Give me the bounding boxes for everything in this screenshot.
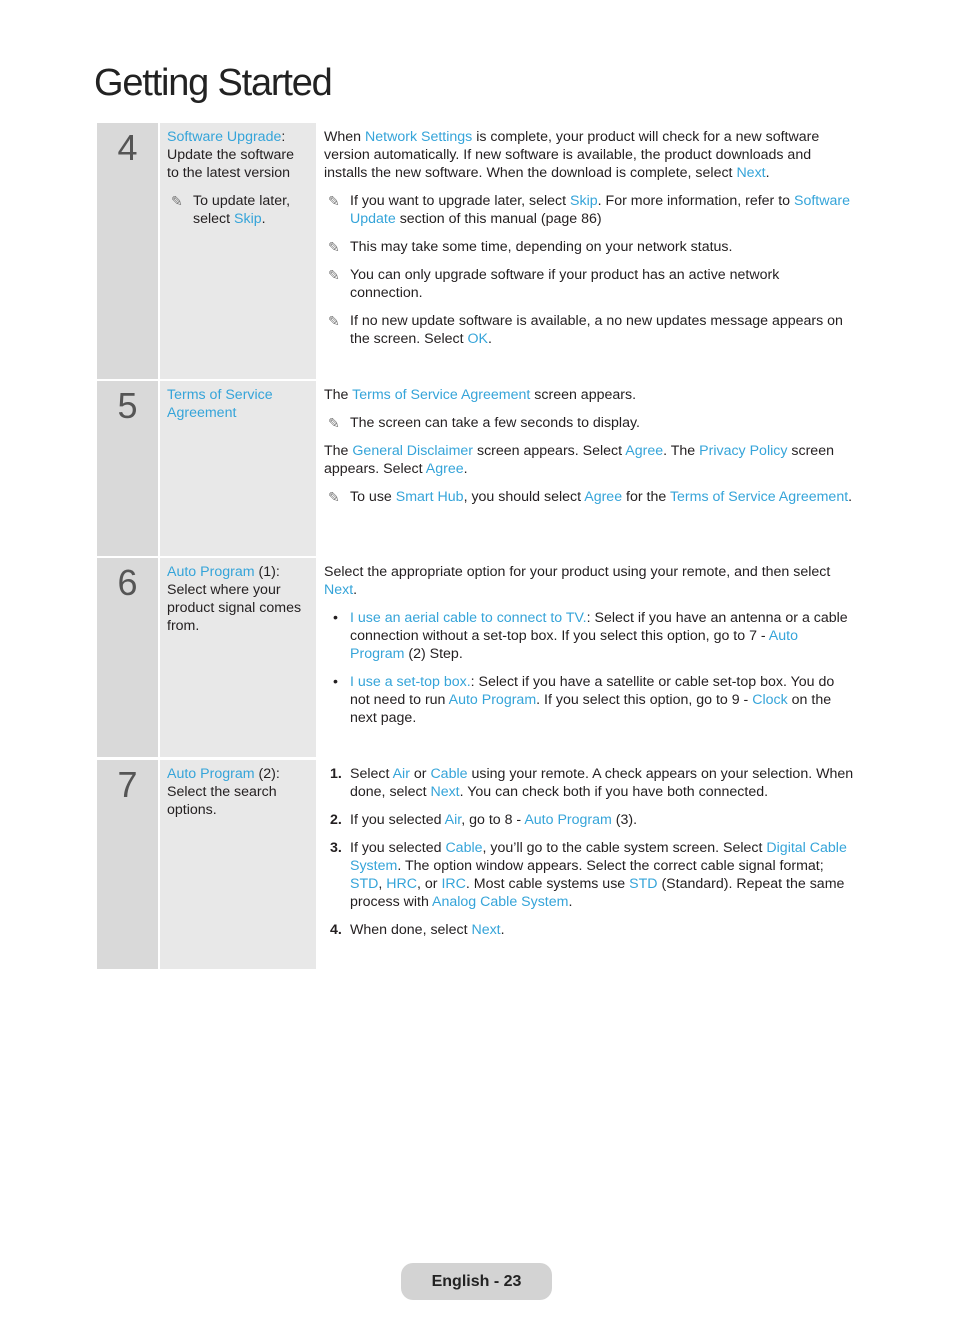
bullet-icon: • xyxy=(333,610,338,626)
note: ✎ If no new update software is available, a no new updates message appears on the screen. Select OK. xyxy=(328,313,843,347)
pencil-note-icon: ✎ xyxy=(328,193,340,209)
step-description: Update the software to the latest version xyxy=(167,147,294,181)
list-item: • I use an aerial cable to connect to TV.: Select if you have an antenna or a cable connection without a set-top box. If you select this option, go to 7 - Auto Program (2) Step. xyxy=(333,610,848,662)
pencil-note-icon: ✎ xyxy=(328,489,340,505)
note: ✎ To use Smart Hub, you should select Agree for the Terms of Service Agreement. xyxy=(328,489,853,505)
menu-link-software-update[interactable]: Software Update xyxy=(350,193,850,227)
pencil-note-icon: ✎ xyxy=(328,239,340,255)
step-row-6 xyxy=(97,558,854,757)
menu-link-auto-program[interactable]: Auto Program xyxy=(350,628,798,662)
step-number: 7 xyxy=(97,760,158,969)
label-suffix: (1): xyxy=(254,564,280,580)
step-content-cell xyxy=(317,123,854,379)
menu-link-next[interactable]: Next xyxy=(736,165,766,181)
note: ✎ This may take some time, depending on your network status. xyxy=(328,239,733,255)
option-aerial-cable[interactable]: I use an aerial cable to connect to TV. xyxy=(350,610,587,626)
step-row-5 xyxy=(97,381,854,556)
menu-link-terms-of-service[interactable]: Terms of Service Agreement xyxy=(669,489,849,505)
note: ✎ The screen can take a few seconds to display. xyxy=(328,415,640,431)
option-digital-cable-system[interactable]: Digital Cable System xyxy=(350,840,847,874)
pencil-note-icon: ✎ xyxy=(328,267,340,283)
paragraph: The Terms of Service Agreement screen appears. xyxy=(324,387,637,403)
numbered-step: 1. Select Air or Cable using your remote. A check appears on your selection. When done, select Next. You can check both if you have both connected. xyxy=(330,766,854,800)
step-row-7 xyxy=(97,760,854,969)
menu-link-network-settings[interactable]: Network Settings xyxy=(365,129,473,145)
step-number: 4 xyxy=(97,123,158,379)
pencil-note-icon: ✎ xyxy=(328,313,340,329)
numbered-step: 2. If you selected Air, go to 8 - Auto Program (3). xyxy=(330,812,638,828)
page-number-badge: English - 23 xyxy=(401,1263,552,1300)
menu-link-agree[interactable]: Agree xyxy=(625,443,664,459)
step-number: 6 xyxy=(97,558,158,757)
step-number: 5 xyxy=(97,381,158,556)
step-index: 3. xyxy=(330,840,342,856)
note-text: To update later, select xyxy=(193,193,291,227)
step-content-cell xyxy=(317,381,854,556)
step-label-cell xyxy=(160,381,316,556)
option-std[interactable]: STD xyxy=(629,876,658,892)
menu-link-auto-program[interactable]: Auto Program xyxy=(167,564,255,580)
pencil-note-icon: ✎ xyxy=(171,193,183,209)
menu-link-skip[interactable]: Skip xyxy=(234,211,262,227)
menu-link-terms-of-service[interactable]: Terms of Service Agreement xyxy=(167,387,273,421)
menu-link-agree[interactable]: Agree xyxy=(425,461,464,477)
step-index: 2. xyxy=(330,812,342,828)
step-index: 4. xyxy=(330,922,342,938)
step-description: Select the search options. xyxy=(167,784,277,818)
note: ✎ If you want to upgrade later, select Skip. For more information, refer to Software Update section of this manual (page 86) xyxy=(328,193,850,227)
menu-link-general-disclaimer[interactable]: General Disclaimer xyxy=(352,443,474,459)
label-suffix: (2): xyxy=(254,766,280,782)
option-irc[interactable]: IRC xyxy=(441,876,466,892)
option-std[interactable]: STD xyxy=(350,876,379,892)
menu-link-skip[interactable]: Skip xyxy=(570,193,598,209)
option-cable[interactable]: Cable xyxy=(430,766,468,782)
note xyxy=(167,192,308,228)
bullet-icon: • xyxy=(333,674,338,690)
menu-link-agree[interactable]: Agree xyxy=(584,489,623,505)
menu-link-auto-program[interactable]: Auto Program xyxy=(524,812,612,828)
step-row-4 xyxy=(97,123,854,379)
menu-link-privacy-policy[interactable]: Privacy Policy xyxy=(699,443,788,459)
option-hrc[interactable]: HRC xyxy=(386,876,418,892)
menu-link-auto-program[interactable]: Auto Program xyxy=(448,692,537,708)
menu-link-terms-of-service[interactable]: Terms of Service Agreement xyxy=(352,387,531,403)
option-cable[interactable]: Cable xyxy=(445,840,483,856)
paragraph: The General Disclaimer screen appears. Select Agree. The Privacy Policy screen appears. Select Agree. xyxy=(324,443,834,477)
menu-link-next[interactable]: Next xyxy=(471,922,501,938)
numbered-step: 4. When done, select Next. xyxy=(330,922,505,938)
step-label-cell xyxy=(160,760,316,969)
step-content-cell xyxy=(317,760,854,969)
numbered-step: 3. If you selected Cable, you’ll go to the cable system screen. Select Digital Cable System. The option window appears. Select the correct cable signal format; STD, HRC, or IRC. Most cable systems use STD (Standard). Repeat the same process with Analog Cable System. xyxy=(330,840,847,910)
menu-link-clock[interactable]: Clock xyxy=(752,692,788,708)
step-description: Select where your product signal comes from. xyxy=(167,582,302,634)
menu-link-smart-hub[interactable]: Smart Hub xyxy=(395,489,464,505)
step-index: 1. xyxy=(330,766,342,782)
menu-link-ok[interactable]: OK xyxy=(467,331,489,347)
note-text: . xyxy=(261,211,266,227)
step-content-cell xyxy=(317,558,854,757)
note: ✎ You can only upgrade software if your product has an active network connection. xyxy=(328,267,780,301)
pencil-note-icon: ✎ xyxy=(328,415,340,431)
menu-link-next[interactable]: Next xyxy=(430,784,460,800)
menu-link-software-upgrade[interactable]: Software Upgrade xyxy=(167,129,282,145)
step-label-cell xyxy=(160,123,316,379)
option-air[interactable]: Air xyxy=(392,766,410,782)
list-item: • I use a set-top box.: Select if you have a satellite or cable set-top box. You do not need to run Auto Program. If you select this option, go to 9 - Clock on the next page. xyxy=(333,674,835,726)
paragraph: When Network Settings is complete, your product will check for a new software version automatically. If new software is available, the product downloads and installs the new software. When the download is complete, select Next. xyxy=(324,129,820,181)
step-label-cell xyxy=(160,558,316,757)
menu-link-auto-program[interactable]: Auto Program xyxy=(167,766,255,782)
option-set-top-box[interactable]: I use a set-top box. xyxy=(350,674,471,690)
option-air[interactable]: Air xyxy=(444,812,462,828)
paragraph: Select the appropriate option for your product using your remote, and then select Next. xyxy=(324,564,831,598)
menu-link-next[interactable]: Next xyxy=(324,582,354,598)
option-analog-cable-system[interactable]: Analog Cable System xyxy=(432,894,569,910)
page-title: Getting Started xyxy=(94,62,332,104)
label-suffix: : xyxy=(281,129,286,145)
